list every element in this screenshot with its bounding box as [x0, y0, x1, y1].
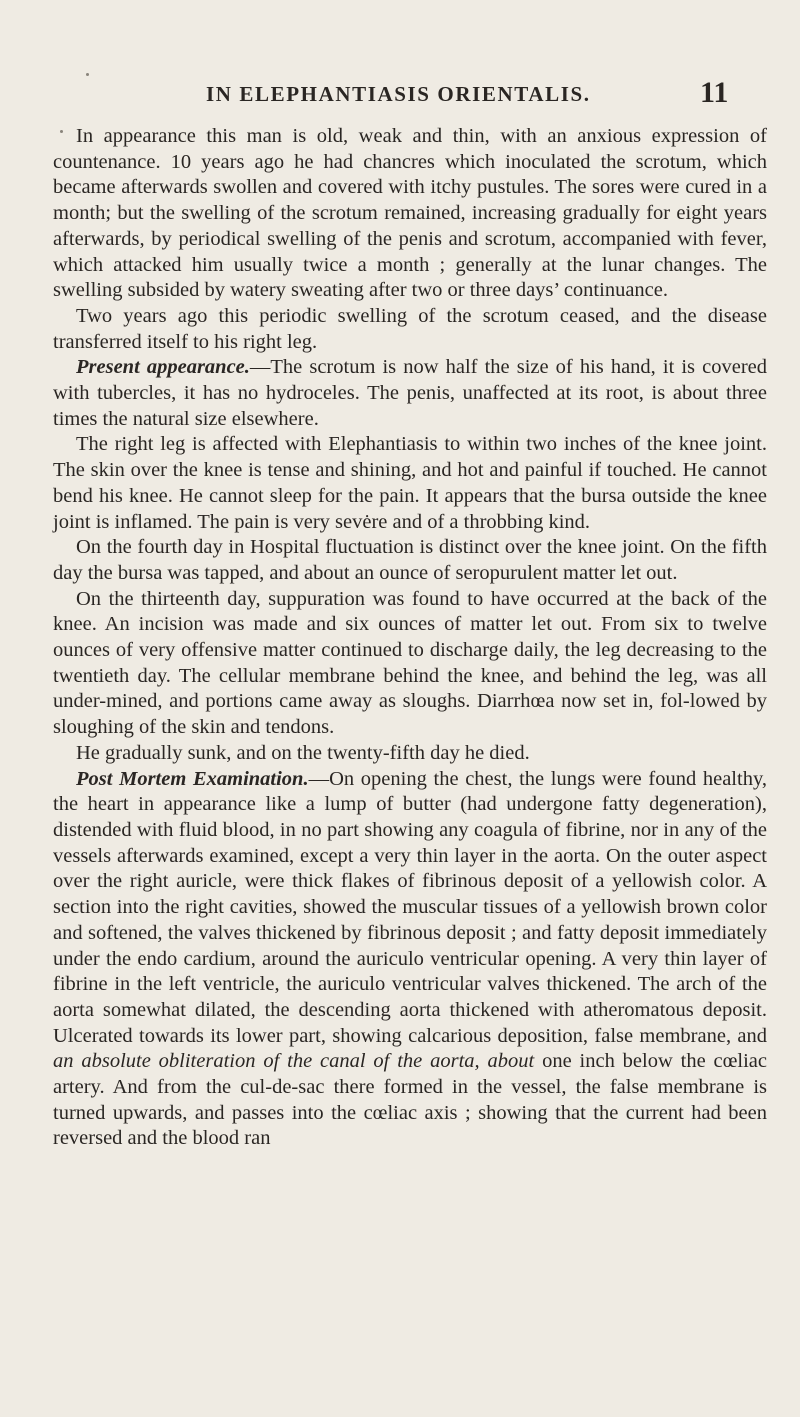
paragraph-text: He gradually sunk, and on the twenty-fifth day he died.: [76, 741, 530, 764]
paragraph-text: Two years ago this periodic swelling of the scrotum ceased, and the disease transferred itself to his right leg.: [53, 304, 767, 353]
paragraph: [53, 767, 767, 1153]
running-title: IN ELEPHANTIASIS ORIENTALIS.: [206, 82, 591, 106]
paragraph-text: In appearance this man is old, weak and thin, with an anxious expression of countenance. 10 years ago he had chancres which inoculated the scrotum, which became afterwards swollen and covered with itchy pustules. The sores were cured in a month; but the swelling of the scrotum remained, increasing gradually for eight years afterwards, by periodical swelling of the penis and scrotum, accompanied with fever, which attacked him usually twice a month ; generally at the lunar changes. The swelling subsided by watery sweating after two or three days’ continuance.: [53, 125, 767, 302]
paragraph-text: The right leg is affected with Elephantiasis to within two inches of the knee joint. The skin over the knee is tense and shining, and hot and painful if touched. He cannot bend his knee. He cannot sleep for the pain. It appears that the bursa outside the knee joint is inflamed. The pain is very sevėre and of a throbbing kind.: [53, 433, 767, 533]
paragraph: [53, 741, 767, 767]
paragraph-text: one inch below the cœliac artery. And from thе cul-de-sac there formed in the vessel, the false membrane is turned upwards, and passes into the cœliac axis ; showing that the current had been reversed and the blood ran: [53, 1050, 768, 1150]
paragraph-text: —On opening the chest, the lungs were found healthy, the heart in appearance like a lump of butter (had undergone fatty degeneration), distended with fluid blood, in no part showing any coagula of fibrine, nor in any of the vessels afterwards examined, except a very thin layer in the aorta. On the outer aspect over the right auricle, were thick flakes of fibrinous deposit of a yellowish color. A section into the right cavities, showed the muscular tissues of a yellowish brown color and softened, the valves thickened by fibrinous deposit ; and fatty deposit immediately under the endo cardium, around the auriculo ventricular opening. A very thin layer of fibrine in the left ventricle, the auriculo ventricular valves thickened. The arch of the aorta somewhat dilated, the descending aorta thickened with atheromatous deposit. Ulcerated towards its lower part, showing calcarious deposition, false membrane, and: [53, 767, 767, 1047]
emphasis-text: an absolute obliteration of the canal of the aorta, about: [53, 1050, 535, 1073]
paragraph: [53, 124, 767, 304]
paragraph: [53, 432, 767, 535]
paragraph: [53, 304, 767, 355]
running-head: [0, 76, 800, 116]
ink-speck: [86, 73, 89, 76]
paragraph: [53, 587, 767, 741]
body-text: [53, 124, 767, 1152]
section-heading: Present appearance.: [76, 356, 250, 379]
page-number: 11: [700, 76, 729, 109]
section-heading: Post Mortem Examination.: [76, 767, 309, 790]
paragraph: [53, 355, 767, 432]
paragraph-text: On the thirteenth day, suppuration was found to have occurred at the back of the knee. An incision was made and six ounces of matter let out. From six to twelve ounces of very offensive matter continued to discharge daily, the leg decreasing to the twentieth day. The cellular membrane behind the knee, and behind the leg, was all under-mined, and portions came away as sloughs. Diarrhœa now set in, fol-lowed by sloughing of the skin and tendons.: [53, 587, 767, 739]
paragraph: [53, 535, 767, 586]
paragraph-text: On the fourth day in Hospital fluctuation is distinct over the knee joint. On the fifth day the bursa was tapped, and about an ounce of seropurulent matter let out.: [53, 536, 767, 584]
paragraph-text: —The scrotum is now half the size of his hand, it is covered with tubercles, it has no hydroceles. The penis, unaffected at its root, is about three times the natural size elsewhere.: [53, 356, 767, 430]
